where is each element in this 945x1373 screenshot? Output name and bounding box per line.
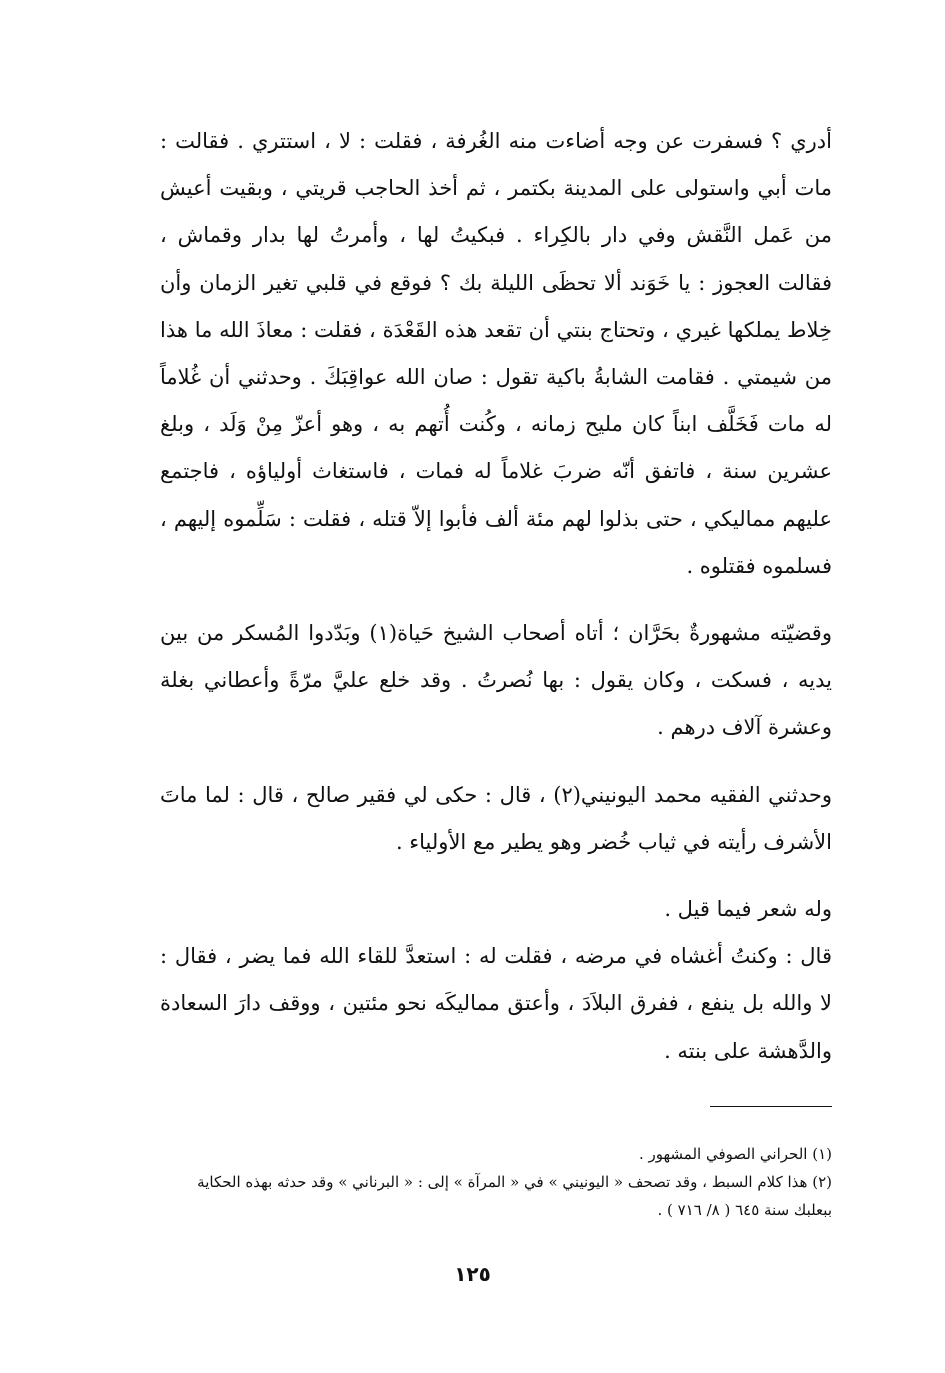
footnote-2: (٢) هذا كلام السبط ، وقد تصحف « اليونيني » في « المرآة » إلى : « البرناني » وقد حدثه بهذه الحكاية ببعلبك سنة ٦٤٥ ( ٨/ ٧١٦ ) .: [197, 1173, 832, 1219]
paragraph-5: قال : وكنتُ أغشاه في مرضه ، فقلت له : استعدَّ للقاء الله فما يضر ، فقال : لا والله بل ينفع ، ففرق البلاَدَ ، وأعتق مماليكَه نحو مئتين ، ووقف دارَ السعادة والدَّهشة على بنته .: [160, 944, 832, 1063]
page-number: ١٢٥: [454, 1262, 491, 1286]
footnote-divider: [710, 1106, 832, 1107]
paragraph-1: أدري ؟ فسفرت عن وجه أضاءت منه الغُرفة ، فقلت : لا ، استتري . فقالت : مات أبي واستولى على المدينة بكتمر ، ثم أخذ الحاجب قريتي ، وبقيت أعيش من عَمل النَّقش وفي دار بالكِراء . فبكيتُ لها ، وأمرتُ لها بدار وقماش ، فقالت العجوز : يا خَوَند ألا تحظَى الليلة بك ؟ فوقع في قلبي تغير الزمان وأن خِلاط يملكها غيري ، وتحتاج بنتي أن تقعد هذه القَعْدَة ، فقلت : معاذَ الله ما هذا من شيمتي . فقامت الشابةُ باكية تقول : صان الله عواقِبَكَ . وحدثني أن غُلاماً له مات فَخَلَّف ابناً كان مليح زمانه ، وكُنت أُتهم به ، وهو أعزّ مِنْ وَلَد ، وبلغ عشرين سنة ، فاتفق أنّه ضربَ غلاماً له فمات ، فاستغاث أولياؤه ، فاجتمع عليهم مماليكي ، حتى بذلوا لهم مئة ألف فأبوا إلاّ قتله ، فقلت : سَلِّموه إليهم ، فسلموه فقتلوه .: [160, 129, 832, 578]
footnote-1: (١) الحراني الصوفي المشهور .: [638, 1145, 832, 1163]
paragraph-2: وقضيّته مشهورةٌ بحَرَّان ؛ أتاه أصحاب الشيخ حَياة(١) وبَدّدوا المُسكر من بين يديه ، فسكت ، وكان يقول : بها نُصرتُ . وقد خلع عليَّ مرّةً وأعطاني بغلة وعشرة آلاف درهم .: [160, 621, 832, 740]
paragraph-3: وحدثني الفقيه محمد اليونيني(٢) ، قال : حكى لي فقير صالح ، قال : لما ماتَ الأشرف رأيته في ثياب خُضر وهو يطير مع الأولياء .: [160, 782, 832, 854]
paragraph-4: وله شعر فيما قيل .: [664, 897, 832, 922]
footnotes: [160, 1140, 832, 1224]
main-text: [160, 118, 832, 1075]
